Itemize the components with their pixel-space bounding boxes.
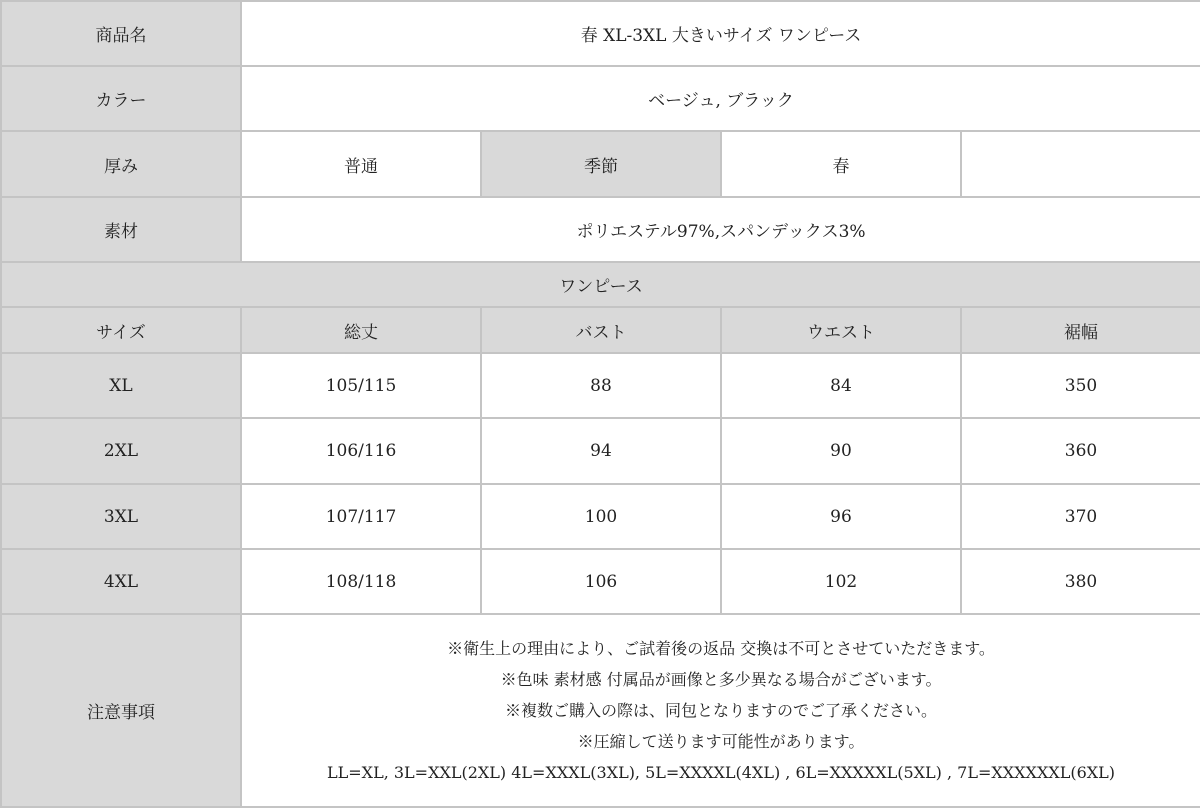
note-line: ※色味 素材感 付属品が画像と多少異なる場合がございます。 bbox=[500, 670, 942, 689]
size-table-title: ワンピース bbox=[1, 262, 1200, 307]
length-value: 106/116 bbox=[241, 418, 481, 484]
length-value: 107/117 bbox=[241, 484, 481, 549]
waist-value: 102 bbox=[721, 549, 961, 614]
size-name: 4XL bbox=[1, 549, 241, 614]
size-table-title-row bbox=[1, 262, 1200, 307]
waist-value: 84 bbox=[721, 353, 961, 418]
header-length: 総丈 bbox=[241, 307, 481, 353]
thickness-value: 普通 bbox=[241, 131, 481, 197]
size-conversion-note: LL=XL, 3L=XXL(2XL) 4L=XXXL(3XL), 5L=XXXXL(4XL) , 6L=XXXXXL(5XL) , 7L=XXXXXXL(6XL) bbox=[327, 763, 1116, 782]
header-size: サイズ bbox=[1, 307, 241, 353]
hem-value: 350 bbox=[961, 353, 1200, 418]
bust-value: 94 bbox=[481, 418, 721, 484]
note-line: ※衛生上の理由により、ご試着後の返品 交換は不可とさせていただきます。 bbox=[447, 639, 995, 658]
season-value: 春 bbox=[721, 131, 961, 197]
color-row bbox=[1, 66, 1200, 131]
material-row bbox=[1, 197, 1200, 262]
bust-value: 106 bbox=[481, 549, 721, 614]
table-row bbox=[1, 484, 1200, 549]
thickness-label: 厚み bbox=[1, 131, 241, 197]
note-line: ※複数ご購入の際は、同包となりますのでご了承ください。 bbox=[505, 701, 938, 720]
thickness-season-row bbox=[1, 131, 1200, 197]
size-header-row bbox=[1, 307, 1200, 353]
product-name-row bbox=[1, 1, 1200, 66]
size-name: XL bbox=[1, 353, 241, 418]
waist-value: 96 bbox=[721, 484, 961, 549]
table-row bbox=[1, 353, 1200, 418]
empty-cell bbox=[961, 131, 1200, 197]
notes-list bbox=[242, 633, 1200, 788]
table-row bbox=[1, 549, 1200, 614]
season-label: 季節 bbox=[481, 131, 721, 197]
notes-row bbox=[1, 614, 1200, 807]
length-value: 105/115 bbox=[241, 353, 481, 418]
bust-value: 88 bbox=[481, 353, 721, 418]
note-line: ※圧縮して送ります可能性があります。 bbox=[577, 732, 865, 751]
hem-value: 370 bbox=[961, 484, 1200, 549]
product-name-label: 商品名 bbox=[1, 1, 241, 66]
color-value: ベージュ, ブラック bbox=[241, 66, 1200, 131]
hem-value: 360 bbox=[961, 418, 1200, 484]
waist-value: 90 bbox=[721, 418, 961, 484]
notes-cell bbox=[241, 614, 1200, 807]
length-value: 108/118 bbox=[241, 549, 481, 614]
header-hem: 裾幅 bbox=[961, 307, 1200, 353]
hem-value: 380 bbox=[961, 549, 1200, 614]
header-waist: ウエスト bbox=[721, 307, 961, 353]
bust-value: 100 bbox=[481, 484, 721, 549]
table-row bbox=[1, 418, 1200, 484]
notes-label: 注意事項 bbox=[1, 614, 241, 807]
material-value: ポリエステル97%,スパンデックス3% bbox=[241, 197, 1200, 262]
product-name-value: 春 XL-3XL 大きいサイズ ワンピース bbox=[241, 1, 1200, 66]
size-name: 2XL bbox=[1, 418, 241, 484]
header-bust: バスト bbox=[481, 307, 721, 353]
size-name: 3XL bbox=[1, 484, 241, 549]
color-label: カラー bbox=[1, 66, 241, 131]
material-label: 素材 bbox=[1, 197, 241, 262]
